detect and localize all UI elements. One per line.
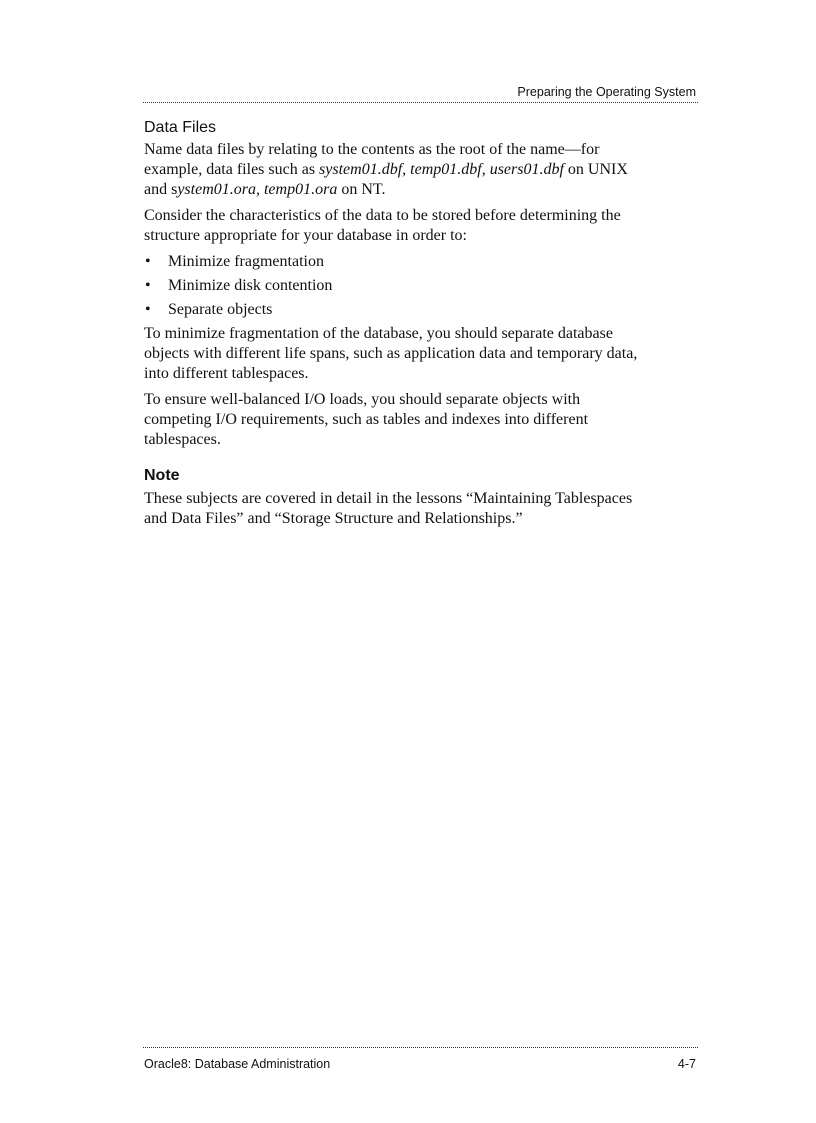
running-header: Preparing the Operating System — [517, 85, 696, 99]
paragraph-minimize-fragmentation: To minimize fragmentation of the database, you should separate database objects with different life spans, such as application data and temporary data, into different tablespaces. — [144, 325, 638, 382]
list-item — [144, 300, 644, 320]
text-segment: on NT. — [337, 181, 386, 198]
paragraph-consider-characteristics: Consider the characteristics of the data to be stored before determining the structure appropriate for your database in order to: — [144, 207, 621, 244]
list-item-text: Minimize fragmentation — [168, 253, 324, 270]
bullet-icon: • — [145, 253, 151, 270]
note-heading: Note — [144, 467, 180, 484]
section-heading-data-files: Data Files — [144, 119, 217, 136]
page-content — [144, 118, 644, 535]
bullet-icon: • — [145, 277, 151, 294]
note-text: These subjects are covered in detail in the lessons “Maintaining Tablespaces and Data Files” and “Storage Structure and Relationships.” — [144, 490, 633, 527]
unix-file-names: system01.dbf, temp01.dbf, users01.dbf — [319, 161, 564, 178]
paragraph-naming-data-files — [144, 140, 644, 200]
list-item-text: Separate objects — [168, 301, 273, 318]
list-item-text: Minimize disk contention — [168, 277, 333, 294]
nt-file-names: ystem01.ora, temp01.ora — [177, 181, 338, 198]
footer-page-number: 4-7 — [677, 1057, 696, 1071]
footer-book-title: Oracle8: Database Administration — [144, 1057, 331, 1071]
bullet-icon: • — [145, 301, 151, 318]
paragraph-io-loads: To ensure well-balanced I/O loads, you should separate objects with competing I/O requirements, such as tables and indexes into different tablespaces. — [144, 391, 589, 448]
header-rule — [143, 102, 698, 103]
list-item — [144, 252, 644, 272]
text-segment: on UNIX and s — [144, 161, 628, 198]
goals-list — [144, 252, 644, 320]
text-segment: Name data files by relating to the contents as the root of the name—for example, data files such as — [144, 141, 600, 178]
footer-rule — [143, 1047, 698, 1048]
list-item — [144, 276, 644, 296]
